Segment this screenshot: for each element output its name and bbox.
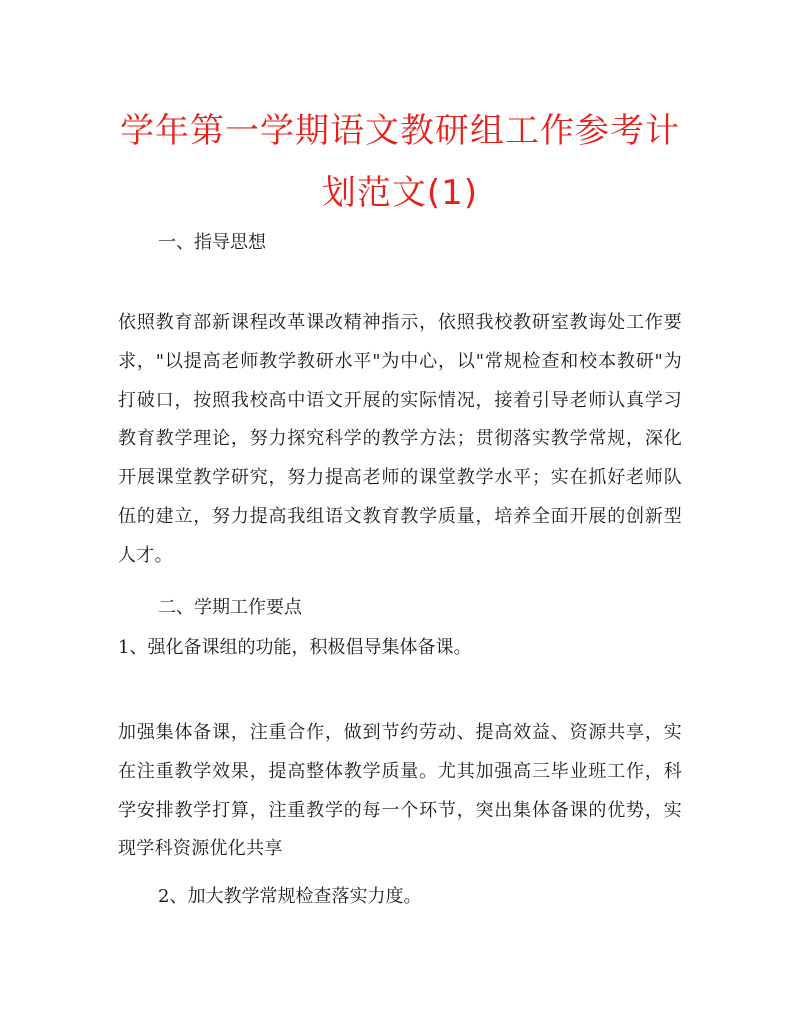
section-paragraph-guiding-thought: 依照教育部新课程改革课改精神指示，依照我校教研室教诲处工作要求，"以提高老师教学教研水平"为中心，以"常规检查和校本教研"为打破口，按照我校高中语文开展的实际情况，接着引导老师认真学习教育教学理论，努力探究科学的教学方法；贯彻落实教学常规，深化开展课堂教学研究，努力提高老师的课堂教学水平；实在抓好老师队伍的建立，努力提高我组语文教育教学质量，培养全面开展的创新型人才。 (118, 312, 682, 566)
list-item-paragraph-1: 加强集体备课，注重合作，做到节约劳动、提高效益、资源共享，实在注重教学效果，提高整体教学质量。尤其加强高三毕业班工作，科学安排教学打算，注重教学的每一个环节，突出集体备课的优势，实现学科资源优化共享 (118, 722, 682, 860)
section-heading-key-points: 二、学期工作要点 (158, 597, 302, 618)
document-title: 学年第一学期语文教研组工作参考计划范文(1) (120, 111, 680, 213)
section-heading-guiding-thought: 一、指导思想 (158, 232, 266, 253)
list-item-heading-1: 1、强化备课组的功能，积极倡导集体备课。 (118, 637, 472, 658)
list-item-heading-2: 2、加大教学常规检查落实力度。 (158, 886, 422, 907)
